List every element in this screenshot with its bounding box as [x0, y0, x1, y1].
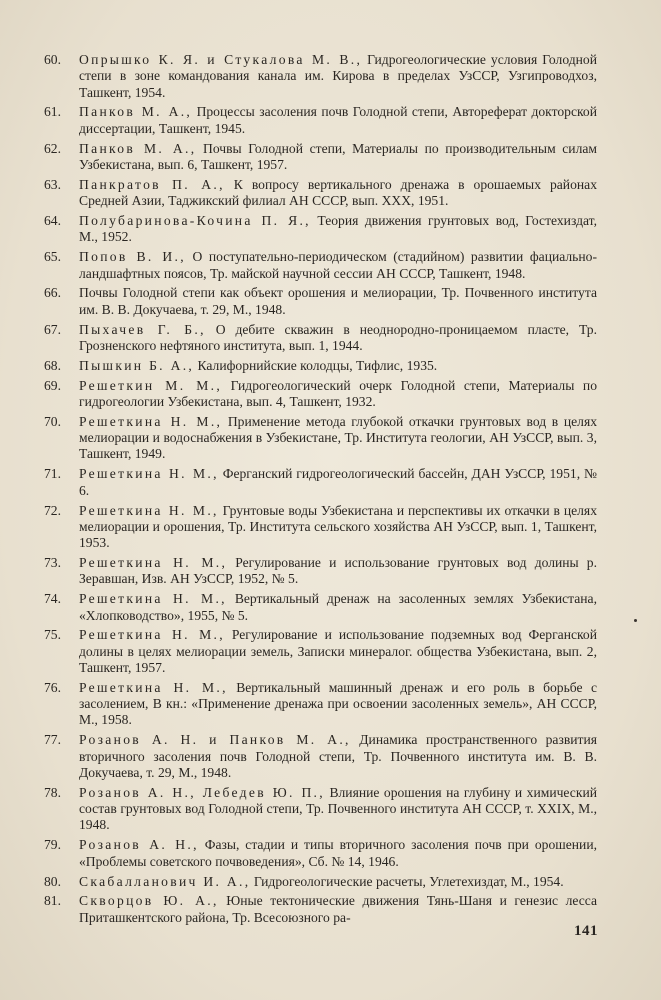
reference-number: 67. [44, 321, 61, 337]
reference-text: Ферганский гидрогеологический бассейн, ДАН УзССР, 1951, № 6. [79, 466, 597, 498]
reference-author: Решеткина Н. М., [79, 679, 228, 695]
reference-author: Скворцов Ю. А., [79, 893, 219, 909]
reference-text: О поступательно-периодическом (стадийном) развитии фациально-ландшафтных поясов, Тр. майской научной сессии АН СССР, Ташкент, 1948. [79, 249, 597, 281]
reference-item [44, 213, 597, 246]
reference-item [44, 52, 597, 101]
reference-text: Процессы засоления почв Голодной степи, Автореферат докторской диссертации, Ташкент, 1945. [79, 104, 597, 136]
reference-item [44, 285, 597, 318]
reference-text: Динамика пространственного развития вторичного засоления почв Голодной степи, Тр. Почвенного института им. В. В. Докучаева, т. 29, М., 1948. [79, 732, 597, 780]
reference-number: 65. [44, 249, 61, 265]
reference-text: Теория движения грунтовых вод, Гостехиздат, М., 1952. [79, 213, 597, 245]
reference-author: Скабалланович И. А., [79, 873, 251, 889]
reference-list [44, 52, 597, 930]
reference-item [44, 627, 597, 676]
reference-author: Решеткина Н. М., [79, 627, 225, 643]
reference-item [44, 141, 597, 174]
reference-item [44, 322, 597, 355]
reference-author: Панков М. А., [79, 104, 193, 120]
reference-number: 70. [44, 413, 61, 429]
reference-author: Панков М. А., [79, 140, 197, 156]
reference-author: Решеткин М. М., [79, 377, 223, 393]
reference-author: Розанов А. Н. и Панков М. А., [79, 732, 351, 748]
reference-text: О дебите скважин в неоднородно-проницаемом пласте, Тр. Грозненского нефтяного института, вып. 1, 1944. [79, 321, 597, 353]
reference-text: Грунтовые воды Узбекистана и перспективы их откачки в целях мелиорации и орошения, Тр. Института сельского хозяйства АН УзССР, вып. 1, Ташкент, 1953. [79, 502, 597, 551]
reference-author: Решеткина Н. М., [79, 591, 227, 607]
reference-item [44, 555, 597, 588]
reference-text: Почвы Голодной степи, Материалы по производительным силам Узбекистана, вып. 6, Ташкент, 1957. [79, 140, 597, 172]
reference-number: 73. [44, 555, 61, 571]
reference-number: 79. [44, 837, 61, 853]
ink-speck [634, 619, 637, 622]
reference-item [44, 591, 597, 624]
reference-item [44, 732, 597, 781]
reference-author: Попов В. И., [79, 249, 186, 265]
reference-author: Пышкин Б. А., [79, 357, 195, 373]
reference-number: 63. [44, 176, 61, 192]
reference-text: Вертикальный машинный дренаж и его роль в борьбе с засолением, В кн.: «Применение дренажа при освоении засоленных земель», АН СССР, М., 1958. [79, 679, 597, 728]
reference-text: Калифорнийские колодцы, Тифлис, 1935. [197, 357, 438, 373]
reference-item [44, 466, 597, 499]
reference-number: 64. [44, 213, 61, 229]
reference-number: 80. [44, 873, 61, 889]
reference-item [44, 177, 597, 210]
reference-item [44, 414, 597, 463]
reference-author: Розанов А. Н., [79, 837, 199, 853]
reference-text: Гидрогеологический очерк Голодной степи, Материалы по гидрогеологии Узбекистана, вып. 4, Ташкент, 1932. [79, 377, 597, 409]
reference-item [44, 680, 597, 729]
reference-author: Решеткина Н. М., [79, 413, 223, 429]
reference-text: К вопросу вертикального дренажа в орошаемых районах Средней Азии, Таджикский филиал АН СССР, вып. XXX, 1951. [79, 176, 597, 209]
reference-item [44, 358, 597, 374]
reference-author: Полубаринова-Кочина П. Я., [79, 213, 311, 229]
reference-number: 61. [44, 104, 61, 120]
reference-text: Юные тектонические движения Тянь-Шаня и генезис лесса Приташкентского района, Тр. Всесоюзного ра- [79, 893, 597, 925]
reference-author: Опрышко К. Я. и Стукалова М. В., [79, 52, 363, 67]
reference-number: 78. [44, 784, 61, 800]
reference-item [44, 874, 597, 890]
reference-number: 77. [44, 732, 61, 748]
reference-author: Решеткина Н. М., [79, 466, 219, 482]
reference-number: 62. [44, 140, 61, 156]
reference-author: Решеткина Н. М., [79, 502, 219, 518]
reference-item [44, 249, 597, 282]
page-number: 141 [574, 923, 598, 939]
reference-number: 69. [44, 377, 61, 393]
reference-text: Гидрогеологические условия Голодной степи в зоне командования канала им. Кирова в пределах УзССР, Узгипроводхоз, Ташкент, 1954. [79, 52, 597, 100]
reference-number: 68. [44, 357, 61, 373]
reference-item [44, 503, 597, 552]
reference-text: Гидрогеологические расчеты, Углетехиздат, М., 1954. [253, 873, 564, 889]
reference-number: 76. [44, 679, 61, 695]
reference-text: Влияние орошения на глубину и химический состав грунтовых вод Голодной степи, Тр. Почвенного института АН СССР, т. XXIX, М., 1948. [79, 784, 597, 833]
reference-number: 66. [44, 285, 61, 301]
reference-item [44, 104, 597, 137]
reference-number: 74. [44, 591, 61, 607]
reference-number: 75. [44, 627, 61, 643]
reference-author: Панкратов П. А., [79, 176, 225, 192]
reference-text: Регулирование и использование грунтовых вод долины р. Зеравшан, Изв. АН УзССР, 1952, № 5. [79, 555, 597, 587]
reference-number: 72. [44, 502, 61, 518]
reference-author: Розанов А. Н., Лебедев Ю. П., [79, 784, 325, 800]
reference-text: Применение метода глубокой откачки грунтовых вод в целях мелиорации и водоснабжения в Узбекистане, Тр. Института геологии, АН УзССР, вып. 3, Ташкент, 1949. [79, 413, 597, 462]
reference-item [44, 893, 597, 926]
reference-item [44, 837, 597, 870]
reference-text: Почвы Голодной степи как объект орошения и мелиорации, Тр. Почвенного института им. В. В. Докучаева, т. 29, М., 1948. [79, 285, 597, 317]
reference-text: Регулирование и использование подземных вод Ферганской долины в целях мелиорации земель, Записки минералог. общества Узбекистана, вып. 2, Ташкент, 1957. [79, 627, 597, 675]
reference-text: Фазы, стадии и типы вторичного засоления почв при орошении, «Проблемы советского почвоведения», Сб. № 14, 1946. [79, 837, 597, 869]
reference-author: Пыхачев Г. Б., [79, 321, 206, 337]
reference-number: 71. [44, 466, 61, 482]
reference-number: 60. [44, 52, 61, 67]
reference-item [44, 378, 597, 411]
reference-item [44, 785, 597, 834]
reference-number: 81. [44, 893, 61, 909]
reference-text: Вертикальный дренаж на засоленных землях Узбекистана, «Хлопководство», 1955, № 5. [79, 591, 597, 623]
reference-author: Решеткина Н. М., [79, 555, 228, 571]
